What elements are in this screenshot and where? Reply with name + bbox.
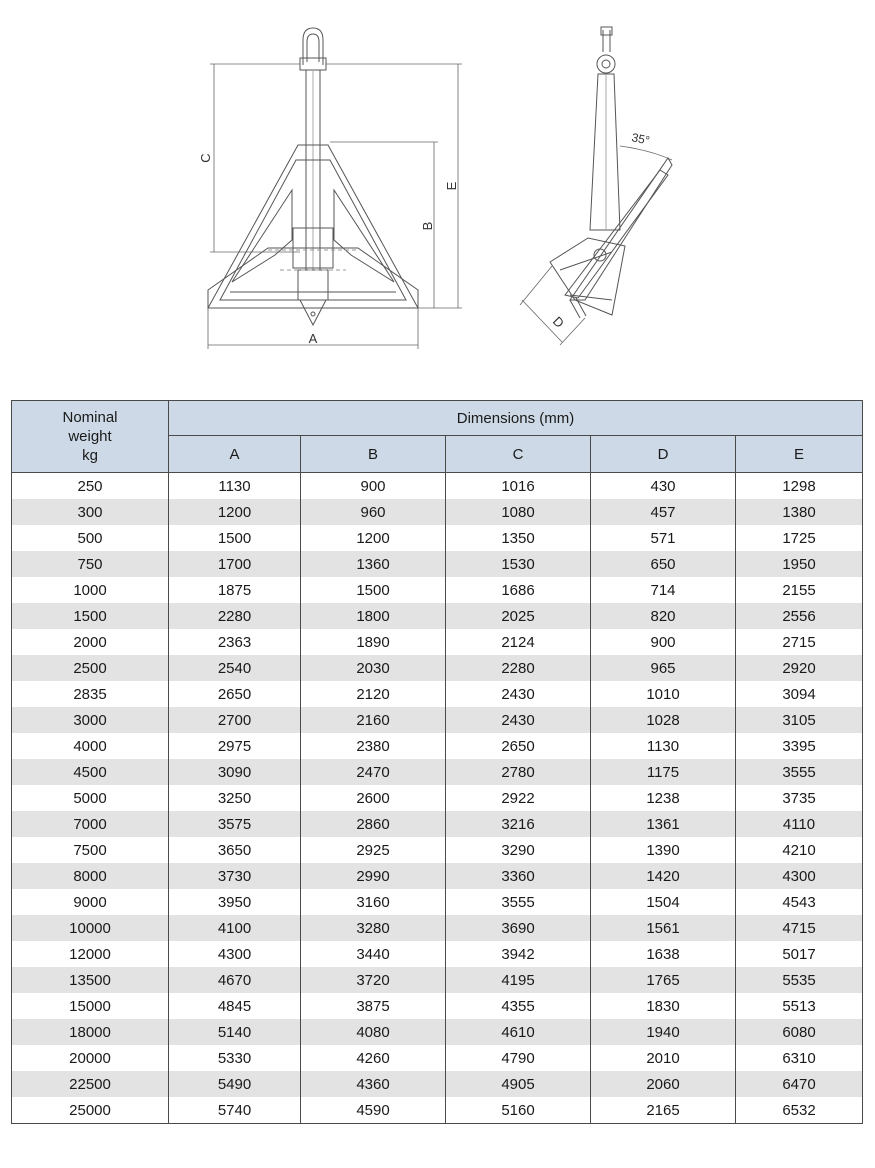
side-view-drawing — [550, 27, 672, 318]
cell-b: 2860 — [301, 811, 446, 837]
header-col-b: B — [301, 436, 446, 473]
cell-a: 3650 — [169, 837, 301, 863]
cell-b: 2925 — [301, 837, 446, 863]
table-row — [12, 1071, 863, 1097]
cell-c: 3690 — [446, 915, 591, 941]
cell-weight: 8000 — [12, 863, 169, 889]
dimension-label-b: B — [420, 221, 435, 231]
cell-b: 960 — [301, 499, 446, 525]
cell-weight: 250 — [12, 473, 169, 500]
cell-e: 3395 — [736, 733, 863, 759]
cell-e: 1380 — [736, 499, 863, 525]
cell-c: 2780 — [446, 759, 591, 785]
header-nominal-line-2: weight — [68, 428, 112, 445]
cell-d: 2165 — [591, 1097, 736, 1124]
cell-e: 3105 — [736, 707, 863, 733]
cell-b: 2380 — [301, 733, 446, 759]
cell-d: 1130 — [591, 733, 736, 759]
cell-weight: 300 — [12, 499, 169, 525]
front-view-dimensions — [208, 64, 462, 349]
header-nominal-line-1: Nominal — [62, 409, 118, 426]
cell-weight: 2835 — [12, 681, 169, 707]
cell-b: 2470 — [301, 759, 446, 785]
cell-c: 2280 — [446, 655, 591, 681]
cell-c: 3360 — [446, 863, 591, 889]
header-col-a: A — [169, 436, 301, 473]
cell-b: 2120 — [301, 681, 446, 707]
cell-b: 3440 — [301, 941, 446, 967]
cell-c: 3216 — [446, 811, 591, 837]
table-row — [12, 603, 863, 629]
cell-e: 3555 — [736, 759, 863, 785]
cell-b: 1890 — [301, 629, 446, 655]
cell-e: 4543 — [736, 889, 863, 915]
cell-d: 1238 — [591, 785, 736, 811]
dimension-label-a: A — [308, 331, 318, 346]
cell-a: 2975 — [169, 733, 301, 759]
cell-c: 3290 — [446, 837, 591, 863]
cell-a: 3090 — [169, 759, 301, 785]
table-row — [12, 889, 863, 915]
cell-d: 1420 — [591, 863, 736, 889]
cell-b: 900 — [301, 473, 446, 500]
table-row — [12, 1045, 863, 1071]
cell-weight: 4000 — [12, 733, 169, 759]
cell-e: 2715 — [736, 629, 863, 655]
table-row — [12, 993, 863, 1019]
front-view-drawing — [208, 28, 418, 325]
side-view-dimensions — [520, 146, 672, 345]
cell-b: 2030 — [301, 655, 446, 681]
cell-e: 5017 — [736, 941, 863, 967]
table-row — [12, 837, 863, 863]
angle-label: 35° — [630, 130, 652, 148]
header-col-c: C — [446, 436, 591, 473]
cell-c: 2124 — [446, 629, 591, 655]
table-row — [12, 577, 863, 603]
anchor-drawings — [0, 0, 875, 370]
cell-a: 4845 — [169, 993, 301, 1019]
dimension-label-d: D — [549, 313, 568, 331]
cell-d: 1561 — [591, 915, 736, 941]
cell-a: 3250 — [169, 785, 301, 811]
header-col-d: D — [591, 436, 736, 473]
table-row — [12, 863, 863, 889]
cell-d: 1361 — [591, 811, 736, 837]
table-row — [12, 551, 863, 577]
cell-d: 820 — [591, 603, 736, 629]
table-row — [12, 811, 863, 837]
cell-weight: 2000 — [12, 629, 169, 655]
cell-weight: 10000 — [12, 915, 169, 941]
cell-d: 1830 — [591, 993, 736, 1019]
cell-c: 2922 — [446, 785, 591, 811]
cell-d: 1638 — [591, 941, 736, 967]
cell-c: 1016 — [446, 473, 591, 500]
cell-b: 3280 — [301, 915, 446, 941]
cell-c: 2650 — [446, 733, 591, 759]
cell-c: 2430 — [446, 681, 591, 707]
cell-e: 2155 — [736, 577, 863, 603]
cell-e: 1298 — [736, 473, 863, 500]
cell-d: 1175 — [591, 759, 736, 785]
cell-d: 457 — [591, 499, 736, 525]
cell-e: 4300 — [736, 863, 863, 889]
cell-c: 5160 — [446, 1097, 591, 1124]
cell-c: 4195 — [446, 967, 591, 993]
cell-c: 3555 — [446, 889, 591, 915]
cell-b: 3720 — [301, 967, 446, 993]
cell-a: 5740 — [169, 1097, 301, 1124]
cell-e: 2920 — [736, 655, 863, 681]
table-row — [12, 1097, 863, 1124]
table-row — [12, 733, 863, 759]
table-row — [12, 1019, 863, 1045]
cell-e: 6310 — [736, 1045, 863, 1071]
cell-b: 1800 — [301, 603, 446, 629]
cell-a: 3730 — [169, 863, 301, 889]
cell-d: 1940 — [591, 1019, 736, 1045]
cell-weight: 500 — [12, 525, 169, 551]
table-row — [12, 915, 863, 941]
cell-a: 4100 — [169, 915, 301, 941]
header-dimensions-group: Dimensions (mm) — [169, 401, 863, 436]
cell-weight: 20000 — [12, 1045, 169, 1071]
cell-weight: 1500 — [12, 603, 169, 629]
header-col-e: E — [736, 436, 863, 473]
cell-b: 2600 — [301, 785, 446, 811]
cell-d: 1010 — [591, 681, 736, 707]
cell-c: 2430 — [446, 707, 591, 733]
cell-e: 2556 — [736, 603, 863, 629]
header-nominal-line-3: kg — [82, 447, 98, 464]
cell-a: 2280 — [169, 603, 301, 629]
cell-weight: 7500 — [12, 837, 169, 863]
cell-weight: 12000 — [12, 941, 169, 967]
cell-weight: 25000 — [12, 1097, 169, 1124]
cell-a: 3950 — [169, 889, 301, 915]
cell-e: 5513 — [736, 993, 863, 1019]
cell-weight: 7000 — [12, 811, 169, 837]
cell-weight: 1000 — [12, 577, 169, 603]
table-row — [12, 473, 863, 500]
cell-d: 900 — [591, 629, 736, 655]
cell-d: 2060 — [591, 1071, 736, 1097]
table-row — [12, 681, 863, 707]
cell-e: 4210 — [736, 837, 863, 863]
cell-weight: 2500 — [12, 655, 169, 681]
cell-e: 4715 — [736, 915, 863, 941]
cell-d: 1504 — [591, 889, 736, 915]
cell-c: 4610 — [446, 1019, 591, 1045]
cell-b: 4590 — [301, 1097, 446, 1124]
cell-weight: 5000 — [12, 785, 169, 811]
cell-c: 1530 — [446, 551, 591, 577]
cell-e: 3735 — [736, 785, 863, 811]
cell-weight: 15000 — [12, 993, 169, 1019]
cell-c: 3942 — [446, 941, 591, 967]
cell-b: 2990 — [301, 863, 446, 889]
table-row — [12, 525, 863, 551]
cell-weight: 9000 — [12, 889, 169, 915]
table-row — [12, 967, 863, 993]
cell-a: 1130 — [169, 473, 301, 500]
table-row — [12, 785, 863, 811]
table-row — [12, 707, 863, 733]
cell-a: 4300 — [169, 941, 301, 967]
cell-weight: 4500 — [12, 759, 169, 785]
cell-weight: 22500 — [12, 1071, 169, 1097]
cell-a: 2650 — [169, 681, 301, 707]
cell-e: 6080 — [736, 1019, 863, 1045]
cell-b: 4360 — [301, 1071, 446, 1097]
cell-c: 1686 — [446, 577, 591, 603]
cell-b: 3160 — [301, 889, 446, 915]
cell-b: 4080 — [301, 1019, 446, 1045]
cell-a: 5330 — [169, 1045, 301, 1071]
cell-a: 5490 — [169, 1071, 301, 1097]
dimensions-table — [11, 400, 863, 1124]
cell-weight: 13500 — [12, 967, 169, 993]
cell-a: 2363 — [169, 629, 301, 655]
cell-d: 430 — [591, 473, 736, 500]
cell-d: 1765 — [591, 967, 736, 993]
cell-e: 1725 — [736, 525, 863, 551]
cell-a: 1200 — [169, 499, 301, 525]
table-body — [12, 473, 863, 1124]
cell-c: 1080 — [446, 499, 591, 525]
cell-c: 2025 — [446, 603, 591, 629]
cell-b: 1360 — [301, 551, 446, 577]
cell-c: 4905 — [446, 1071, 591, 1097]
cell-a: 1500 — [169, 525, 301, 551]
table-row — [12, 759, 863, 785]
header-nominal-weight — [12, 401, 169, 473]
cell-b: 2160 — [301, 707, 446, 733]
cell-a: 2540 — [169, 655, 301, 681]
cell-e: 3094 — [736, 681, 863, 707]
cell-b: 1200 — [301, 525, 446, 551]
cell-d: 2010 — [591, 1045, 736, 1071]
cell-e: 5535 — [736, 967, 863, 993]
cell-d: 1390 — [591, 837, 736, 863]
cell-d: 650 — [591, 551, 736, 577]
cell-b: 1500 — [301, 577, 446, 603]
cell-a: 1700 — [169, 551, 301, 577]
table-row — [12, 655, 863, 681]
cell-b: 3875 — [301, 993, 446, 1019]
cell-e: 4110 — [736, 811, 863, 837]
table-row — [12, 629, 863, 655]
cell-d: 571 — [591, 525, 736, 551]
cell-a: 2700 — [169, 707, 301, 733]
cell-c: 4790 — [446, 1045, 591, 1071]
cell-e: 6470 — [736, 1071, 863, 1097]
cell-a: 4670 — [169, 967, 301, 993]
cell-e: 1950 — [736, 551, 863, 577]
cell-weight: 18000 — [12, 1019, 169, 1045]
dimension-label-e: E — [444, 181, 459, 191]
table-row — [12, 499, 863, 525]
cell-a: 1875 — [169, 577, 301, 603]
cell-weight: 3000 — [12, 707, 169, 733]
cell-b: 4260 — [301, 1045, 446, 1071]
cell-a: 5140 — [169, 1019, 301, 1045]
cell-d: 714 — [591, 577, 736, 603]
cell-weight: 750 — [12, 551, 169, 577]
dimension-label-c: C — [198, 153, 213, 163]
table-row — [12, 941, 863, 967]
cell-a: 3575 — [169, 811, 301, 837]
cell-d: 965 — [591, 655, 736, 681]
cell-d: 1028 — [591, 707, 736, 733]
cell-c: 1350 — [446, 525, 591, 551]
cell-c: 4355 — [446, 993, 591, 1019]
cell-e: 6532 — [736, 1097, 863, 1124]
